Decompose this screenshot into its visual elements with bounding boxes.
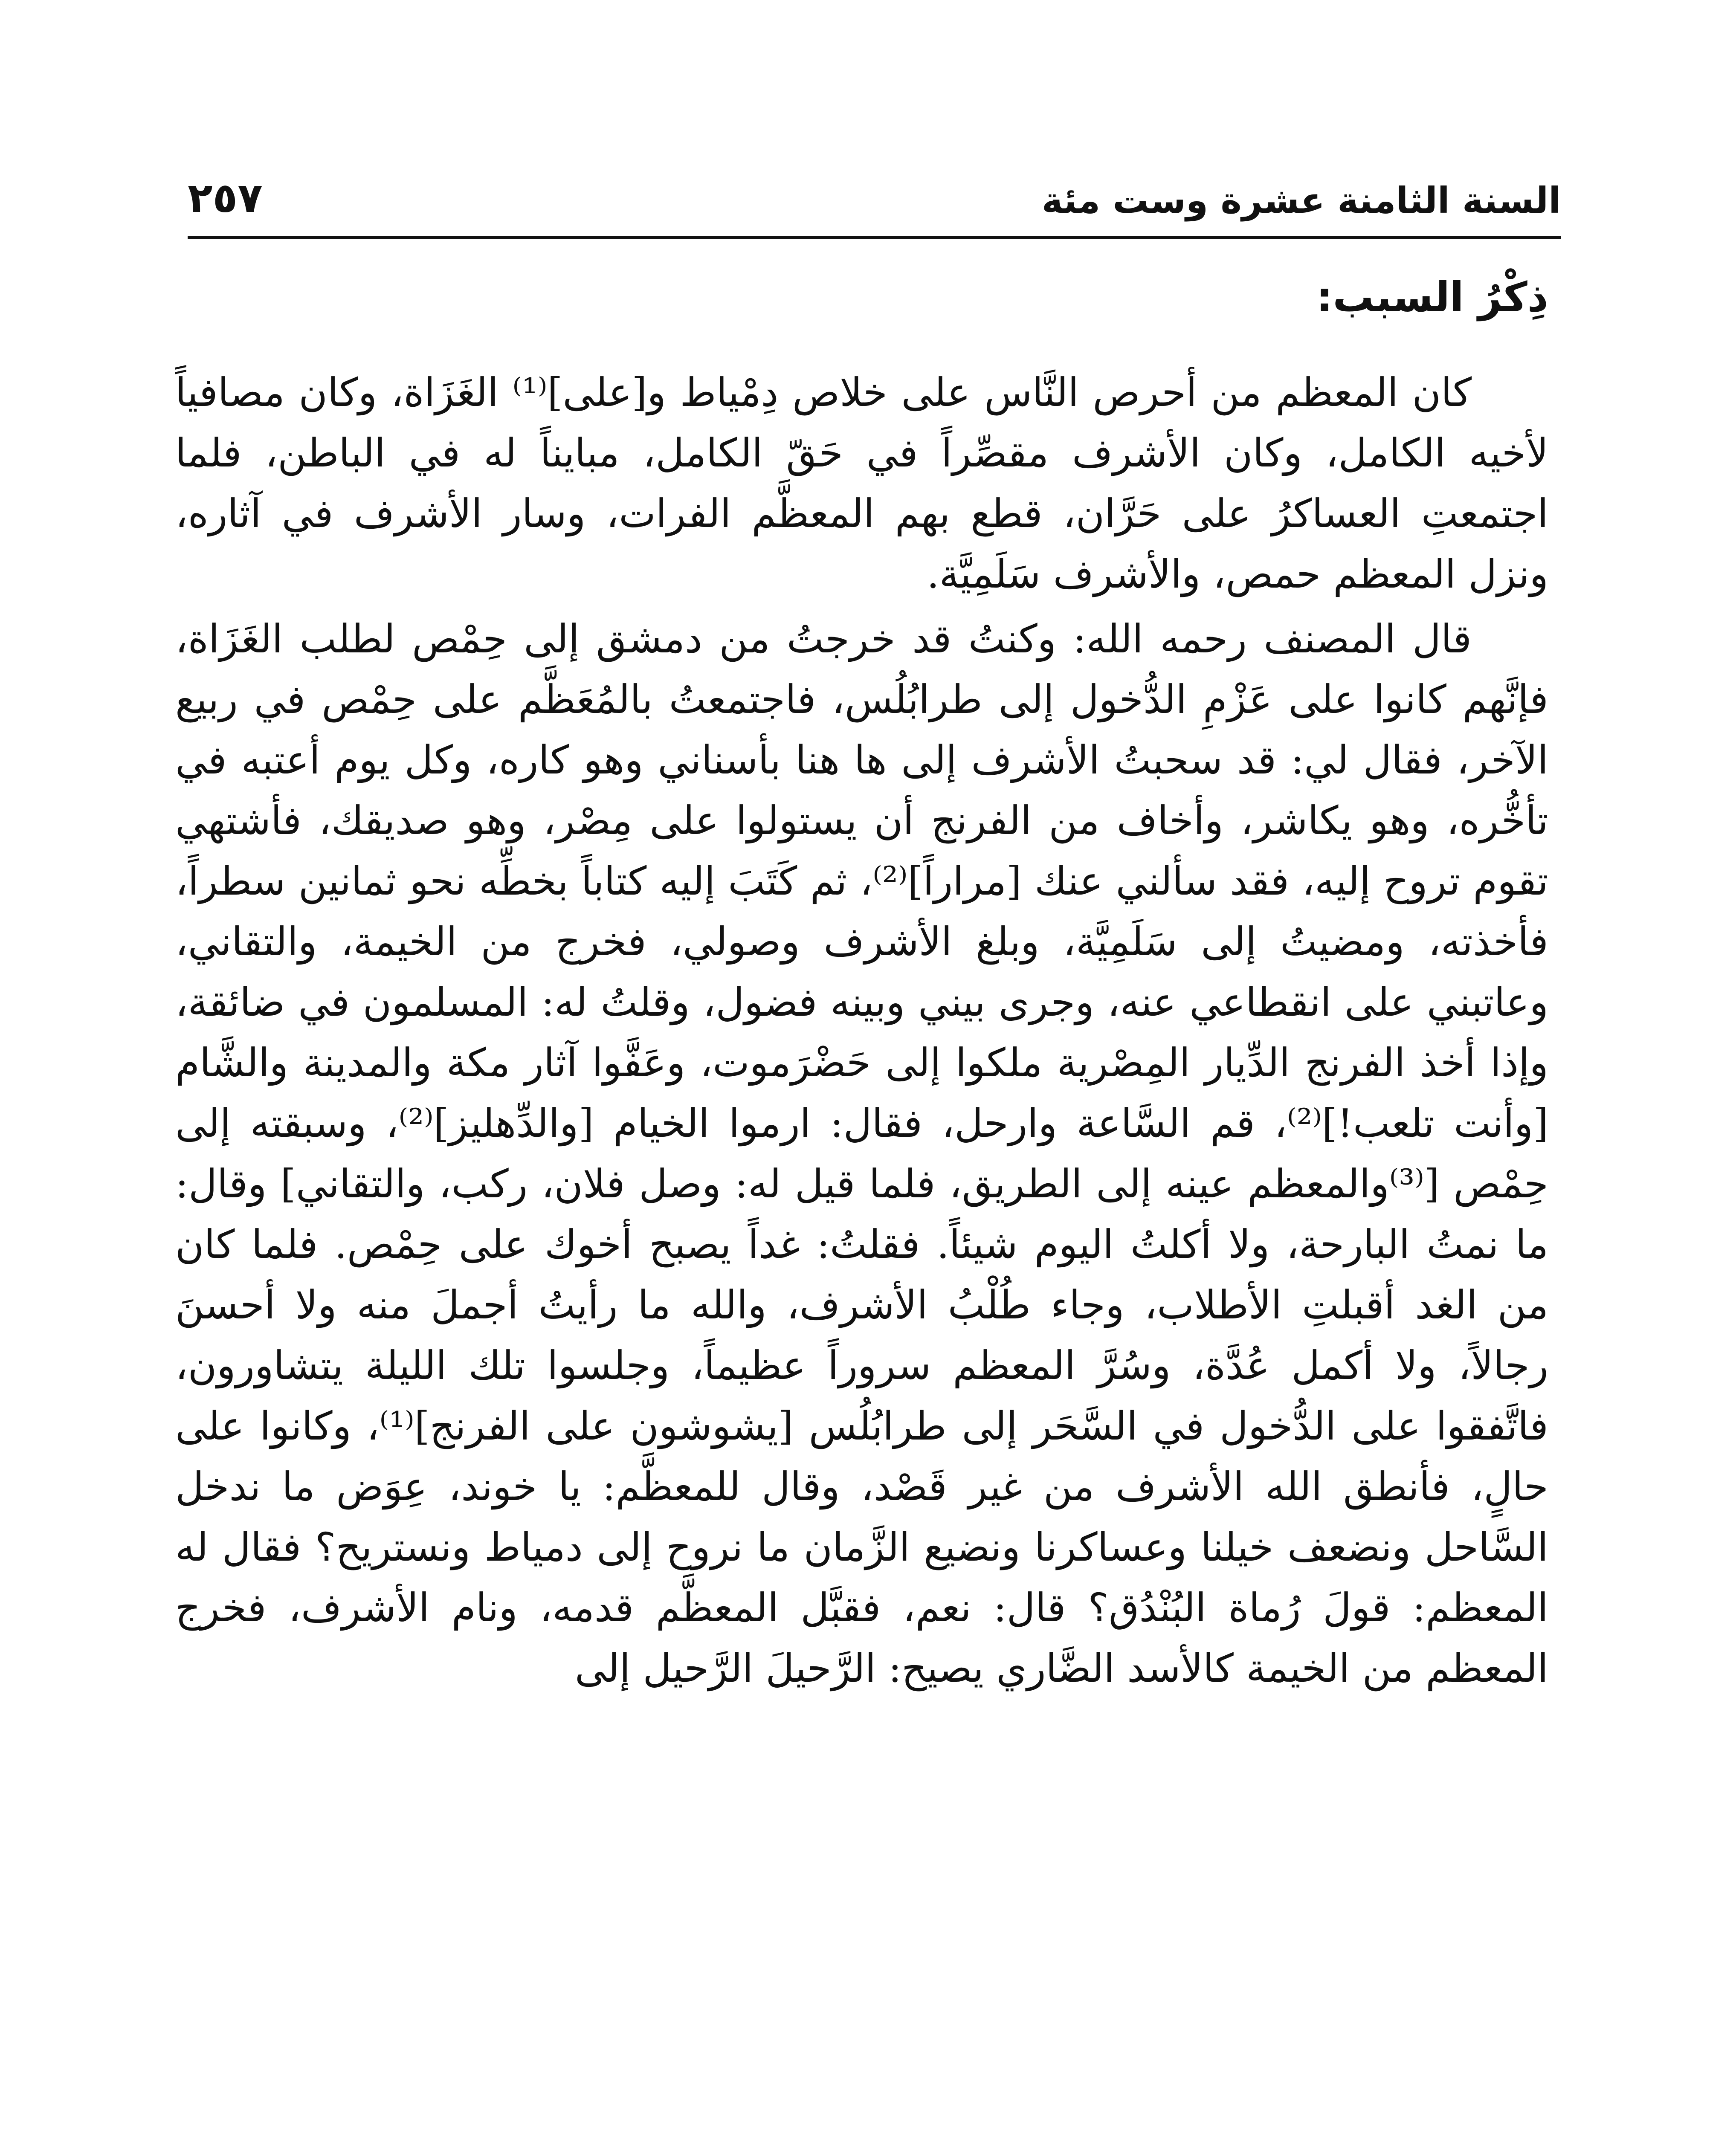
running-title: السنة الثامنة عشرة وست مئة bbox=[1041, 180, 1561, 221]
page-header bbox=[188, 154, 1561, 239]
paragraph: قال المصنف رحمه الله: وكنتُ قد خرجتُ من دمشق إلى حِمْص لطلب الغَزَاة، فإنَّهم كانوا على عَزْمِ الدُّخول إلى طرابُلُس، فاجتمعتُ بالمُعَظَّم على حِمْص في ربيع الآخر، فقال لي: قد سحبتُ الأشرف إلى ها هنا بأسناني وهو كاره، وكل يوم أعتبه في تأخُّره، وهو يكاشر، وأخاف من الفرنج أن يستولوا على مِصْر، وهو صديقك، فأشتهي تقوم تروح إليه، فقد سألني عنك [مراراً]⁽²⁾، ثم كَتَبَ إليه كتاباً بخطِّه نحو ثمانين سطراً، فأخذته، ومضيتُ إلى سَلَمِيَّة، وبلغ الأشرف وصولي، فخرج من الخيمة، والتقاني، وعاتبني على انقطاعي عنه، وجرى بيني وبينه فضول، وقلتُ له: المسلمون في ضائقة، وإذا أخذ الفرنج الدِّيار المِصْرية ملكوا إلى حَضْرَموت، وعَفَّوا آثار مكة والمدينة والشَّام [وأنت تلعب!]⁽²⁾، قم السَّاعة وارحل، فقال: ارموا الخيام [والدِّهليز]⁽²⁾، وسبقته إلى حِمْص [⁽³⁾والمعظم عينه إلى الطريق، فلما قيل له: وصل فلان، ركب، والتقاني] وقال: ما نمتُ البارحة، ولا أكلتُ اليوم شيئاً. فقلتُ: غداً يصبح أخوك على حِمْص. فلما كان من الغد أقبلتِ الأطلاب، وجاء طُلْبُ الأشرف، والله ما رأيتُ أجملَ منه ولا أحسنَ رجالاً، ولا أكمل عُدَّة، وسُرَّ المعظم سروراً عظيماً، وجلسوا تلك الليلة يتشاورون، فاتَّفقوا على الدُّخول في السَّحَر إلى طرابُلُس [يشوشون على الفرنج]⁽¹⁾، وكانوا على حالٍ، فأنطق الله الأشرف من غير قَصْد، وقال للمعظَّم: يا خوند، عِوَض ما ندخل السَّاحل ونضعف خيلنا وعساكرنا ونضيع الزَّمان ما نروح إلى دمياط ونستريح؟ فقال له المعظم: قولَ رُماة البُنْدُق؟ قال: نعم، فقبَّل المعظَّم قدمه، ونام الأشرف، فخرج المعظم من الخيمة كالأسد الضَّاري يصيح: الرَّحيلَ الرَّحيل إلى bbox=[175, 616, 1549, 1691]
header-rule bbox=[188, 236, 1561, 239]
section-heading: ذِكْرُ السبب: bbox=[1316, 273, 1548, 321]
body-text bbox=[175, 362, 1548, 1699]
page-number: ٢٥٧ bbox=[188, 174, 263, 222]
paragraph: كان المعظم من أحرص النَّاس على خلاص دِمْياط و[على]⁽¹⁾ الغَزَاة، وكان مصافياً لأخيه الكامل، وكان الأشرف مقصِّراً في حَقّ الكامل، مبايناً له في الباطن، فلما اجتمعتِ العساكرُ على حَرَّان، قطع بهم المعظَّم الفرات، وسار الأشرف في آثاره، ونزل المعظم حمص، والأشرف سَلَمِيَّة. bbox=[175, 370, 1548, 597]
